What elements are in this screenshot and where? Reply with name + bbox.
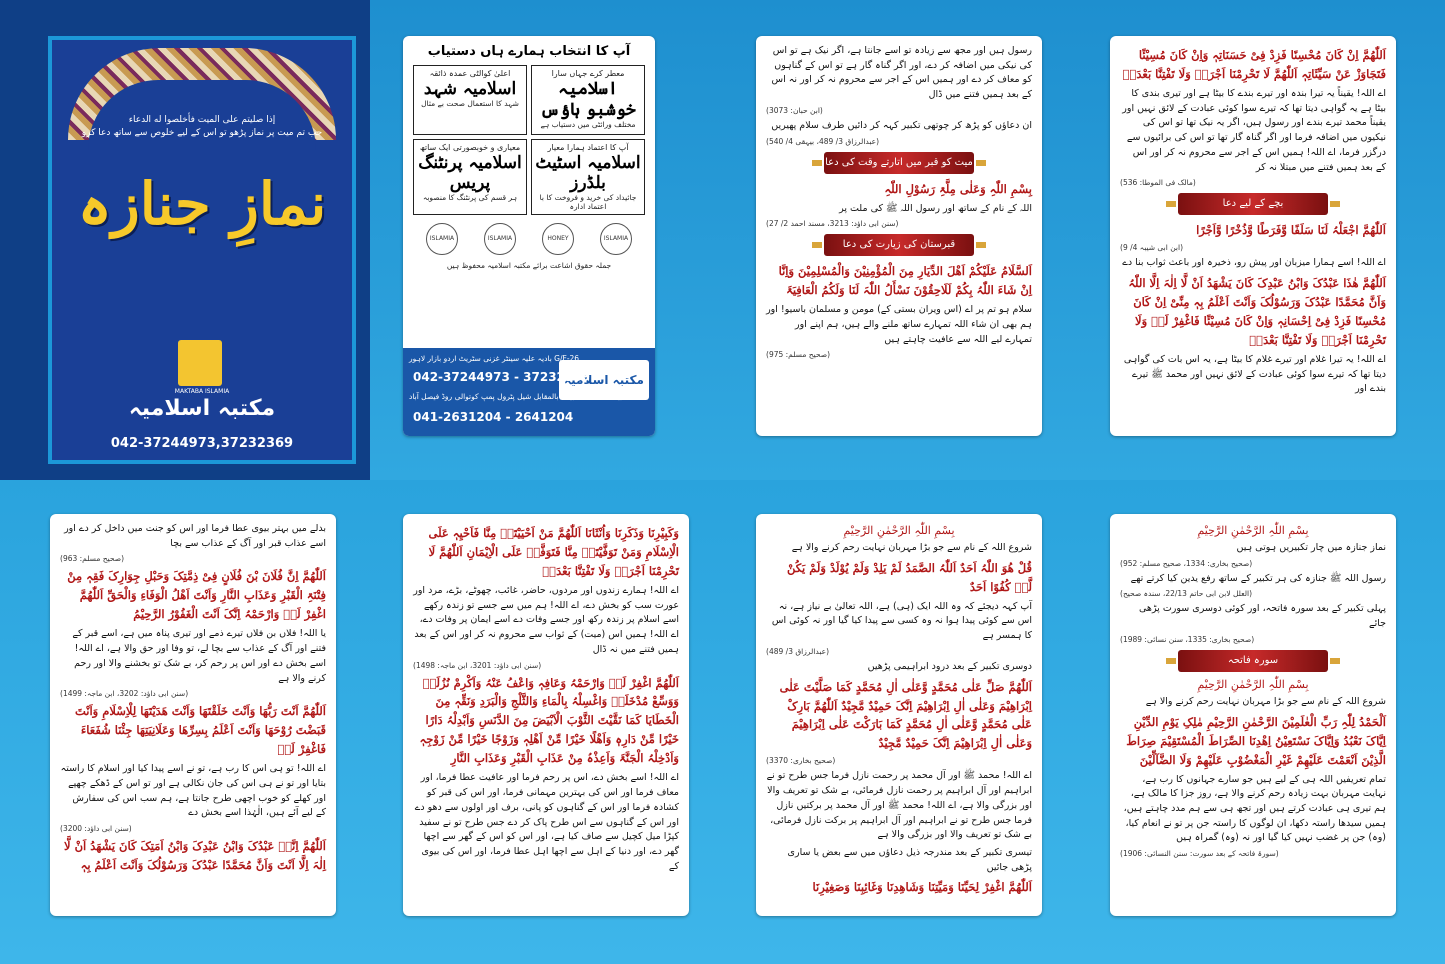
section-ribbon: بچے کے لیے دعا [1178, 193, 1328, 215]
bismillah: بِسْمِ اللّٰہِ الرَّحْمٰنِ الرَّحِیْمِ [843, 524, 955, 537]
page-card-dua: اَللّٰھُمَّ اِنْ کَانَ مُحْسِنًا فَزِدْ فِیْ حَسَنَاتِہٖ وَاِنْ کَانَ مُسِیْئًا فَتَجَاوَزْ عَنْ سَیِّئَاتِہٖ اَللّٰھُمَّ لَا تَحْرِمْنَا اَجْرَہٗ وَلَا تَفْتِنَّا بَعْدَہٗ اے اللہ! یقیناً یہ تیرا بندہ اور تیرے بندے کا بیٹا ہے اور تیری بندی کا بیٹا ہے یہ گواہی دیتا تھا کہ تیرے سوا کوئی عبادت کے لائق نہیں اور یقیناً محمد تیرے بندے اور رسول ہیں، اگر یہ نیک تھا تو اس کی نیکیوں میں اضافہ فرما اور اگر گناہ گار تھا تو اس کی برائیوں سے درگزر فرما، اے اللہ! ہمیں اس کے اجر سے محروم نہ کر اور اس کے بعد ہمیں فتنے میں مبتلا نہ کر (مالک فی الموطا: 536) بچے کے لیے دعا اَللّٰھُمَّ اجْعَلْہُ لَنَا سَلَفًا وَّفَرَطًا وَّذُخْرًا وَّاَجْرًا (ابن ابی شیبہ 4/ 9) اے اللہ! اسے ہمارا میزبان اور پیش رو، ذخیرہ اور باعث ثواب بنا دے اَللّٰھُمَّ ھٰذَا عَبْدُکَ وَابْنُ عَبْدِکَ کَانَ یَشْھَدُ اَنْ لَّا اِلٰہَ اِلَّا اللّٰہُ وَاَنَّ مُحَمَّدًا عَبْدُکَ وَرَسُوْلُکَ وَاَنْتَ اَعْلَمُ بِہٖ مِنِّیْ اِنْ کَانَ مُحْسِنًا فَزِدْ فِیْ اِحْسَانِہٖ وَاِنْ کَانَ مُسِیْئًا فَاغْفِرْ لَہٗ وَلَا تَحْرِمْنَا اَجْرَہٗ وَلَا تَفْتِنَّا بَعْدَہٗ اے اللہ! یہ تیرا غلام اور تیرے غلام کا بیٹا ہے، یہ اس بات کی گواہی دیتا تھا کہ تیرے سوا کوئی عبادت کے لائق نہیں اور محمد ﷺ تیرے بندے اور [1110, 36, 1396, 436]
bismillah: بِسْمِ اللّٰہِ الرَّحْمٰنِ الرَّحِیْمِ [1197, 524, 1309, 537]
book-cover [48, 36, 356, 464]
publisher-phone: 042-37244973,37232369 [110, 436, 294, 451]
phone-faisalabad: 041-2631204 - 2641204 [413, 410, 574, 424]
cover-verse: إذا صليتم على الميت فأخلصوا له الدعاء جب تم میت پر نماز پڑھو تو اس کے لیے خلوص سے ساتھ دعا کرو [81, 115, 323, 138]
ad-grid [413, 65, 645, 215]
page-card-dua-3: وَکَبِیْرِنَا وَذَکَرِنَا وَاُنْثَانَا اَللّٰھُمَّ مَنْ اَحْیَیْتَہٗ مِنَّا فَاَحْیِہٖ عَلَی الْاِسْلَامِ وَمَنْ تَوَفَّیْتَہٗ مِنَّا فَتَوَفَّہٗ عَلَی الْاِیْمَانِ اَللّٰھُمَّ لَا تَحْرِمْنَا اَجْرَہٗ وَلَا تَفْتِنَّا بَعْدَہٗ اے اللہ! ہمارے زندوں اور مردوں، حاضر، غائب، چھوٹے، بڑے، مرد اور عورت سب کو بخش دے، اے اللہ! ہم میں سے جسے تو زندہ رکھے اسے اسلام پر زندہ رکھ اور جسے وفات دے اسے ایمان پر وفات دے، اے اللہ! ہمیں اس (میت) کے ثواب سے محروم نہ کر اور اس کے بعد ہمیں فتنے میں نہ ڈال (سنن ابی داؤد: 3201، ابن ماجہ: 1498) اَللّٰھُمَّ اغْفِرْ لَہٗ وَارْحَمْہُ وَعَافِہٖ وَاعْفُ عَنْہُ وَاَکْرِمْ نُزُلَہٗ وَوَسِّعْ مُدْخَلَہٗ وَاغْسِلْہُ بِالْمَاءِ وَالثَّلْجِ وَالْبَرَدِ وَنَقِّہٖ مِنَ الْخَطَایَا کَمَا نَقَّیْتَ الثَّوْبَ الْاَبْیَضَ مِنَ الدَّنَسِ وَاَبْدِلْہُ دَارًا خَیْرًا مِّنْ دَارِہٖ وَاَھْلًا خَیْرًا مِّنْ اَھْلِہٖ وَزَوْجًا خَیْرًا مِّنْ زَوْجِہٖ وَاَدْخِلْہُ الْجَنَّۃَ وَاَعِذْہُ مِنْ عَذَابِ الْقَبْرِ وَعَذَابِ النَّارِ اے اللہ! اسے بخش دے، اس پر رحم فرما اور عافیت عطا فرما، اور معاف فرما اور اس کی بہترین مہمانی فرما، اور اس کی قبر کو کشادہ فرما اور اس کے گناہوں کو پانی، برف اور اولوں سے دھو دے اور اس کے گناہوں سے اس طرح پاک کر دے جس طرح تو نے سفید کپڑا میل کچیل سے صاف کیا ہے، اور اس کو اس کے گھر سے اچھا گھر دے، اور دنیا کے اہل سے اچھا اہل عطا فرما، اور اس کی بیوی کے [403, 514, 689, 916]
page-card-burial: رسول ہیں اور مجھ سے زیادہ تو اسے جانتا ہے، اگر نیک ہے تو اس کی نیکی میں اضافہ کر دے، اور اگر گناہ گار ہے تو اس کے گناہوں کو معاف کر دے اور ہمیں اس کے اجر سے محروم نہ کر اور نہ اس کے بعد ہمیں فتنے میں ڈال (ابن حبان: 3073) ان دعاؤں کو پڑھ کر چوتھی تکبیر کہہ کر دائیں طرف سلام پھیریں (عبدالرزاق 3/ 489، بیہقی 4/ 540) میت کو قبر میں اتارتے وقت کی دعا بِسْمِ اللّٰہِ وَعَلٰی مِلَّۃِ رَسُوْلِ اللّٰہِ اللہ کے نام کے ساتھ اور رسول اللہ ﷺ کی ملت پر (سنن ابی داؤد: 3213، مسند احمد 2/ 27) قبرستان کی زیارت کی دعا اَلسَّلَامُ عَلَیْکُمْ اَھْلَ الدِّیَارِ مِنَ الْمُؤْمِنِیْنَ وَالْمُسْلِمِیْنَ وَاِنَّا اِنْ شَاءَ اللّٰہُ بِکُمْ لَلَاحِقُوْنَ نَسْأَلُ اللّٰہَ لَنَا وَلَکُمُ الْعَافِیَۃَ سلام ہو تم پر اے (اس ویران بستی کے) مومن و مسلمان باسیو! اور ہم بھی ان شاء اللہ تمہارے ساتھ ملنے والے ہیں، ہم اپنے اور تمہارے لیے اللہ سے عافیت چاہتے ہیں (صحیح مسلم: 975) [756, 36, 1042, 436]
section-ribbon: سورہ فاتحہ [1178, 650, 1328, 672]
ad-box: معطر کرے جہاں سارا اسلامیہ خوشبو ہاؤس مختلف ورائٹی میں دستیاب ہے [531, 65, 645, 135]
phone-lahore: 042-37244973 - 37232369 [413, 370, 590, 384]
ad-box: معیاری و خوبصورتی ایک ساتھ اسلامیہ پرنٹنگ پریس ہر قسم کی پرنٹنگ کا منصوبہ [413, 139, 527, 215]
cover-title: نمازِ جنازہ [77, 170, 327, 238]
ad-box: آپ کا اعتماد ہمارا معیار اسلامیہ اسٹیٹ بلڈرز جائیداد کی خرید و فروخت کا با اعتماد ادارہ [531, 139, 645, 215]
address-faisalabad: بیسمنٹ سمٹ بینک بالمقابل شیل پٹرول پمپ کوتوالی روڈ فیصل آباد [409, 392, 623, 401]
advertisement-card [403, 36, 655, 436]
page-card-dua-2: بدلے میں بہتر بیوی عطا فرما اور اس کو جنت میں داخل کر دے اور اسے عذاب قبر اور آگ کے عذاب سے بچا (صحیح مسلم: 963) اَللّٰھُمَّ اِنَّ فُلَانَ بْنَ فُلَانٍ فِیْ ذِمَّتِکَ وَحَبْلِ جِوَارِکَ فَقِہٖ مِنْ فِتْنَۃِ الْقَبْرِ وَعَذَابِ النَّارِ وَاَنْتَ اَھْلُ الْوَفَاءِ وَالْحَقِّ اَللّٰھُمَّ اغْفِرْ لَہٗ وَارْحَمْہُ اِنَّکَ اَنْتَ الْغَفُوْرُ الرَّحِیْمُ یا اللہ! فلاں بن فلاں تیرے ذمے اور تیری پناہ میں ہے، اسے قبر کے فتنے اور آگ کے عذاب سے بچا لے، تو وفا اور حق والا ہے، اے اللہ! اسے بخش دے اور اس پر رحم کر، بے شک تو بخشنے والا اور رحم کرنے والا ہے (سنن ابی داؤد: 3202، ابن ماجہ: 1499) اَللّٰھُمَّ اَنْتَ رَبُّھَا وَاَنْتَ خَلَقْتَھَا وَاَنْتَ ھَدَیْتَھَا لِلْاِسْلَامِ وَاَنْتَ قَبَضْتَ رُوْحَھَا وَاَنْتَ اَعْلَمُ بِسِرِّھَا وَعَلَانِیَتِھَا جِئْنَا شُفَعَاءَ فَاغْفِرْ لَہٗ اے اللہ! تو ہی اس کا رب ہے، تو نے اسے پیدا کیا اور اسلام کا راستہ بتایا اور تو نے ہی اس کی جان نکالی ہے اور تو اس کے ڈھکے چھپے اور کھلے کو خوب اچھی طرح جانتا ہے، ہم سب اس کی سفارش کے لیے آئے ہیں، الٰہٰذا اسے بخش دے (سنن ابی داؤد: 3200) اَللّٰھُمَّ اِنَّہٗ عَبْدُکَ وَابْنُ عَبْدِکَ وَابْنُ اَمَتِکَ کَانَ یَشْھَدُ اَنْ لَّا اِلٰہَ اِلَّا اَنْتَ وَاَنَّ مُحَمَّدًا عَبْدُکَ وَرَسُوْلُکَ وَاَنْتَ اَعْلَمُ بِہٖ [50, 514, 336, 916]
brand-logo-icon: ISLAMIA [426, 223, 458, 255]
logo-caption: MAKTABA ISLAMIA [174, 388, 230, 395]
brand-logo-icon: ISLAMIA [484, 223, 516, 255]
publisher-logo-icon [178, 340, 222, 386]
brand-logo-icon: ISLAMIA [600, 223, 632, 255]
address-lahore: G/F-26 بادیہ علیہ سینٹر غزنی سٹریٹ اردو بازار لاہور [409, 354, 580, 363]
copyright-note: جملہ حقوق اشاعت برائے مکتبہ اسلامیہ محفوظ ہیں [446, 261, 612, 270]
section-ribbon: قبرستان کی زیارت کی دعا [824, 234, 974, 256]
bismillah: بِسْمِ اللّٰہِ الرَّحْمٰنِ الرَّحِیْمِ [1197, 677, 1309, 691]
publisher-name: مکتبہ اسلامیہ [128, 396, 276, 421]
publisher-badge: مکتبہ اسلامیہ [559, 360, 649, 400]
page-card-takbeer: بِسْمِ اللّٰہِ الرَّحْمٰنِ الرَّحِیْمِ شروع اللہ کے نام سے جو بڑا مہربان نہایت رحم کرنے والا ہے قُلْ ھُوَ اللّٰہُ اَحَدٌ اَللّٰہُ الصَّمَدُ لَمْ یَلِدْ وَلَمْ یُوْلَدْ وَلَمْ یَکُنْ لَّہٗ کُفُوًا اَحَدٌ آپ کہہ دیجئے کہ وہ اللہ ایک (ہی) ہے، اللہ تعالیٰ بے نیاز ہے، نہ اس سے کوئی پیدا ہوا نہ وہ کسی سے پیدا کیا گیا اور نہ کوئی اس کا ہمسر ہے (عبدالرزاق 3/ 489) دوسری تکبیر کے بعد درود ابراہیمی پڑھیں اَللّٰھُمَّ صَلِّ عَلٰی مُحَمَّدٍ وَّعَلٰی اٰلِ مُحَمَّدٍ کَمَا صَلَّیْتَ عَلٰی اِبْرَاھِیْمَ وَعَلٰی اٰلِ اِبْرَاھِیْمَ اِنَّکَ حَمِیْدٌ مَّجِیْدٌ اَللّٰھُمَّ بَارِکْ عَلٰی مُحَمَّدٍ وَّعَلٰی اٰلِ مُحَمَّدٍ کَمَا بَارَکْتَ عَلٰی اِبْرَاھِیْمَ وَعَلٰی اٰلِ اِبْرَاھِیْمَ اِنَّکَ حَمِیْدٌ مَّجِیْدٌ (صحیح بخاری: 3370) اے اللہ! محمد ﷺ اور آل محمد پر رحمت نازل فرما جس طرح تو نے ابراہیم اور آل ابراہیم پر رحمت نازل فرمائی، بے شک تو تعریف والا اور بزرگی والا ہے، اے اللہ! محمد ﷺ اور آل محمد پر برکتیں نازل فرما جس طرح تو نے ابراہیم اور آل ابراہیم پر برکت نازل فرمائی، بے شک تو تعریف والا اور بزرگی والا ہے تیسری تکبیر کے بعد مندرجہ ذیل دعاؤں میں سے بعض یا ساری پڑھی جائیں اَللّٰھُمَّ اغْفِرْ لِحَیِّنَا وَمَیِّتِنَا وَشَاھِدِنَا وَغَائِبِنَا وَصَغِیْرِنَا [756, 514, 1042, 916]
section-ribbon: میت کو قبر میں اتارتے وقت کی دعا [824, 152, 974, 174]
ad-box: اعلیٰ کوالٹی عمدہ ذائقہ اسلامیہ شہد شہد کا استعمال صحت بے مثال [413, 65, 527, 135]
ad-heading: آپ کا انتخاب ہمارے ہاں دستیاب [427, 44, 631, 59]
ad-footer [403, 348, 655, 436]
page-card-fatiha: بِسْمِ اللّٰہِ الرَّحْمٰنِ الرَّحِیْمِ نماز جنازہ میں چار تکبیریں ہوتی ہیں (صحیح بخاری: 1334، صحیح مسلم: 952) رسول اللہ ﷺ جنازہ کی ہر تکبیر کے ساتھ رفع یدین کیا کرتے تھے (العلل لابن ابی حاتم 22/13، سندہ صحیح) پہلی تکبیر کے بعد سورہ فاتحہ، اور کوئی دوسری سورت پڑھی جائے (صحیح بخاری: 1335، سنن نسائی: 1989) سورہ فاتحہ بِسْمِ اللّٰہِ الرَّحْمٰنِ الرَّحِیْمِ شروع اللہ کے نام سے جو بڑا مہربان نہایت رحم کرنے والا ہے اَلْحَمْدُ لِلّٰہِ رَبِّ الْعٰلَمِیْنَ الرَّحْمٰنِ الرَّحِیْمِ مٰلِکِ یَوْمِ الدِّیْنِ اِیَّاکَ نَعْبُدُ وَاِیَّاکَ نَسْتَعِیْنُ اِھْدِنَا الصِّرَاطَ الْمُسْتَقِیْمَ صِرَاطَ الَّذِیْنَ اَنْعَمْتَ عَلَیْھِمْ غَیْرِ الْمَغْضُوْبِ عَلَیْھِمْ وَلَا الضَّآلِّیْنَ تمام تعریفیں اللہ ہی کے لیے ہیں جو سارے جہانوں کا رب ہے، نہایت مہربان بہت زیادہ رحم کرنے والا ہے، روز جزا کا مالک ہے، ہم تیری ہی عبادت کرتے ہیں اور تجھ ہی سے ہم مدد چاہتے ہیں، ہمیں سیدھا راستہ دکھا، ان لوگوں کا راستہ جن پر تو نے انعام کیا، (وہ) جن پر غضب نہیں کیا گیا اور نہ (وہ) گمراہ ہیں (سورۃ فاتحہ کے بعد سورت: سنن النسائی: 1906) [1110, 514, 1396, 916]
brand-logo-icon: HONEY [542, 223, 574, 255]
ad-logos [413, 223, 645, 255]
